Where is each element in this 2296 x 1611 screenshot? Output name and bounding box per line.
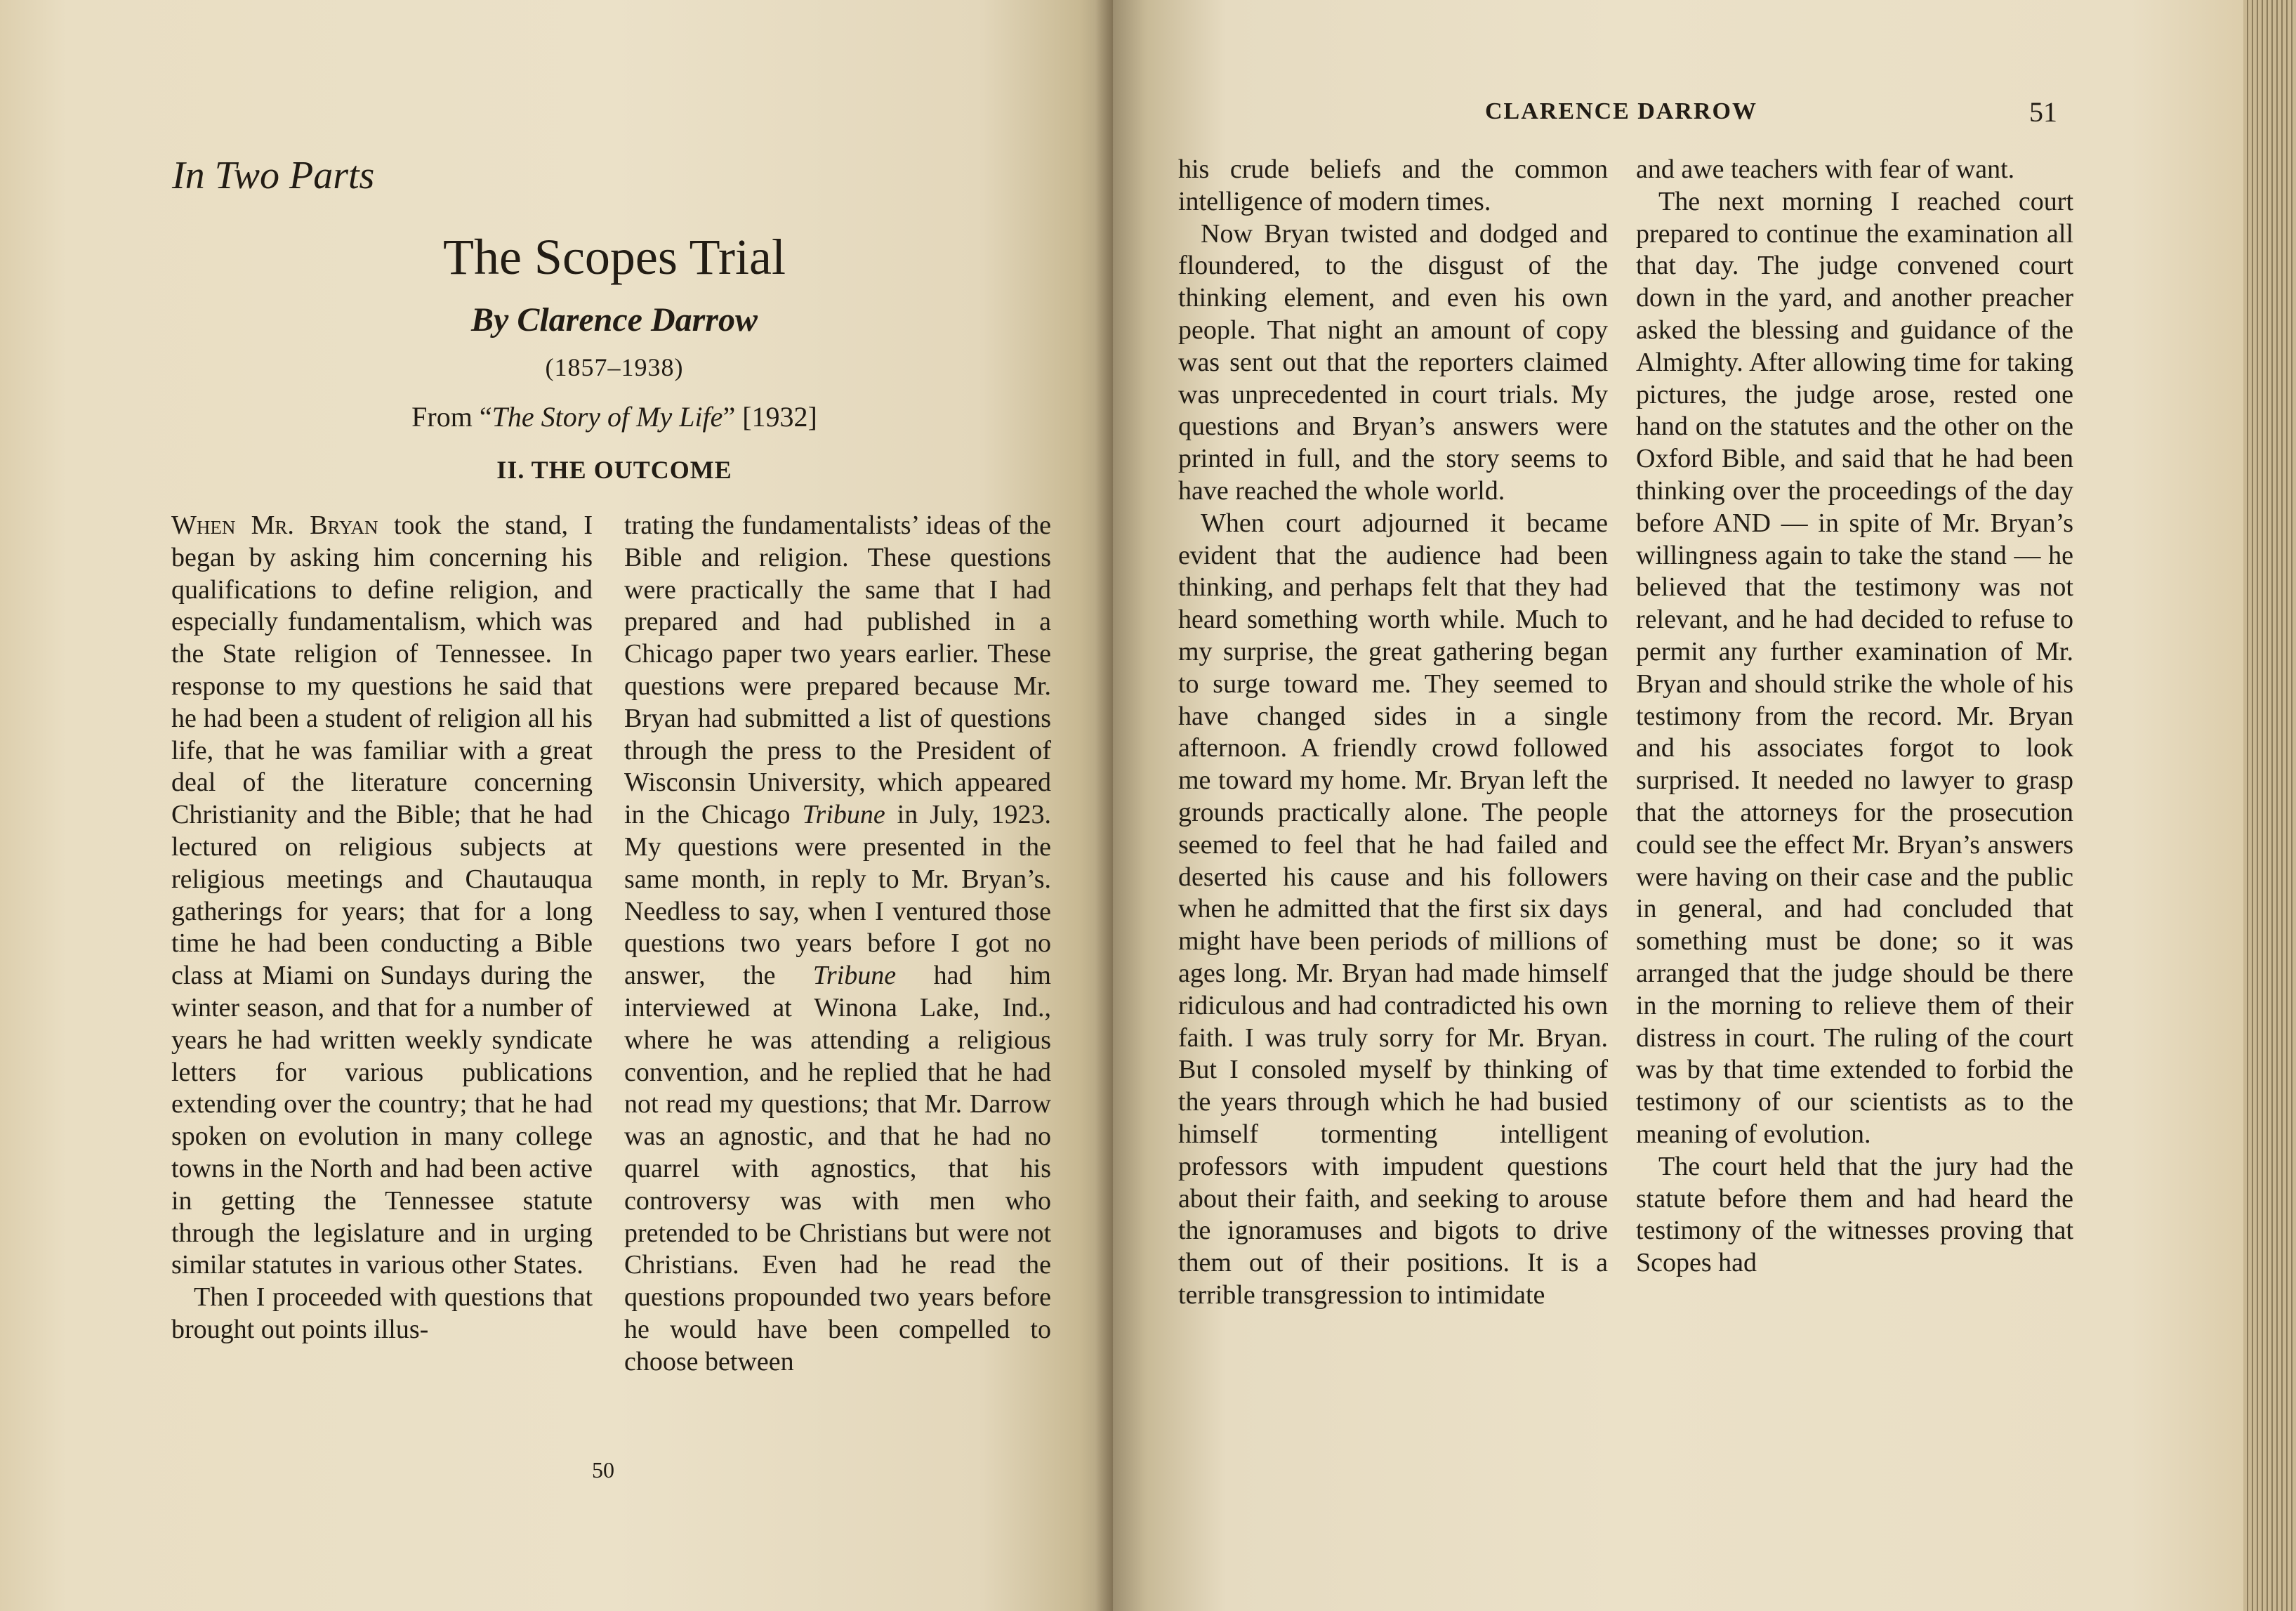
- page-number: 51: [2029, 96, 2057, 128]
- section-label: In Two Parts: [172, 154, 375, 197]
- lead-in-smallcaps: When Mr. Bryan: [171, 511, 378, 540]
- paragraph-text: in July, 1923. My questions were presented in the same month, in reply to Mr. Bryan’s. Needless to say, when I ventured those questions two years before I got no answer, the: [624, 800, 1051, 991]
- author-dates: (1857–1938): [545, 353, 684, 381]
- left-page: [0, 0, 1113, 1611]
- right-page: [1113, 0, 2243, 1611]
- paragraph-text: had him interviewed at Winona Lake, Ind., where he was attending a religious convention, and he replied that he had not read my questions; that Mr. Darrow was an agnostic, and that he had no quarrel with agnostics, that his controversy was with men who pretended to be Christians but were not Christians. Even had he read the questions propounded two years before he would have been compelled to choose between: [624, 961, 1051, 1376]
- article-title: The Scopes Trial: [442, 229, 786, 285]
- part-heading: II. THE OUTCOME: [496, 456, 732, 484]
- source-line: [0, 400, 1229, 433]
- text-column-2: [624, 510, 1051, 1379]
- paragraph: [171, 510, 593, 1282]
- paragraph: Now Bryan twisted and dodged and floundered, to the disgust of the thinking element, and even his own people. That night an amount of copy was sent out that the reporters claimed was unprecedented in court trials. My questions and Bryan’s answers were printed in full, and the story seems to have reached the whole world.: [1178, 218, 1608, 506]
- paragraph-text: trating the fundamentalists’ ideas of the Bible and religion. These questions were practically the same that I had prepared and had published in a Chicago paper two years earlier. These questions were prepared because Mr. Bryan had submitted a list of questions through the press to the President of Wisconsin University, which appeared in the Chicago: [624, 511, 1051, 830]
- author-line: By Clarence Darrow: [471, 301, 758, 338]
- page-edges: [2243, 0, 2296, 1611]
- paragraph: The next morning I reached court prepared to continue the examination all that day. The judge convened court down in the yard, and another preacher asked the blessing and guidance of the Almighty. After allowing time for taking pictures, the judge arose, rested one hand on the statutes and the other on the Oxford Bible, and said that he had been thinking over the proceedings of the day before AND — in spite of Mr. Bryan’s willingness again to take the stand — he believed that the testimony was not relevant, and he had decided to refuse to permit any further examination of Mr. Bryan and should strike the whole of his testimony from the record. Mr. Bryan and his associates forgot to look surprised. It needed no lawyer to grasp that the attorneys for the prosecution could see the effect Mr. Bryan’s answers were having on their case and the public in general, and had concluded that something must be done; so it was arranged that the judge should be there in the morning to relieve them of their distress in court. The ruling of the court was by that time extended to forbid the testimony of our scientists as to the meaning of evolution.: [1636, 186, 2073, 1149]
- paragraph-text: took the stand, I began by asking him concerning his qualifications to define religion, and especially fundamentalism, which was the State religion of Tennessee. In response to my questions he said that he had been a student of religion all his life, that he was familiar with a great deal of the literature concerning Christianity and the Bible; that he had lectured on religious subjects at religious meetings and Chautauqua gatherings for years; that for a long time he had been conducting a Bible class at Miami on Sundays during the winter season, and that for a number of years he had written weekly syndicate letters for various publications extending over the country; that he had spoken on evolution in many college towns in the North and had been active in getting the Tennessee statute through the legislature and in urging similar statutes in various other States.: [171, 511, 593, 1280]
- running-head: CLARENCE DARROW: [1485, 98, 1757, 124]
- paragraph: Then I proceeded with questions that brought out points illus-: [171, 1282, 593, 1344]
- source-suffix: ” [1932]: [723, 401, 817, 433]
- source-work: The Story of My Life: [491, 401, 723, 433]
- text-column-4: [1636, 154, 2073, 1280]
- text-column-1: [171, 510, 593, 1346]
- paragraph: his crude beliefs and the common intelligence of modern times.: [1178, 154, 1608, 216]
- newspaper-name: Tribune: [802, 800, 885, 830]
- newspaper-name: Tribune: [812, 961, 897, 991]
- source-prefix: From “: [411, 401, 492, 433]
- page-number: 50: [592, 1457, 614, 1482]
- paragraph: and awe teachers with fear of want.: [1636, 154, 2015, 184]
- text-column-3: [1178, 154, 1608, 1312]
- paragraph: [624, 510, 1051, 1379]
- paragraph: The court held that the jury had the statute before them and had heard the testimony of the witnesses proving that Scopes had: [1636, 1151, 2073, 1278]
- paragraph: When court adjourned it became evident that the audience had been thinking, and perhaps felt that they had heard something worth while. Much to my surprise, the great gathering began to surge toward me. They seemed to have changed sides in a single afternoon. A friendly crowd followed me toward my home. Mr. Bryan left the grounds practically alone. The people seemed to feel that he had failed and deserted his cause and his followers when he admitted that the first six days might have been periods of millions of ages long. Mr. Bryan had made himself ridiculous and had contradicted his own faith. I was truly sorry for Mr. Bryan. But I consoled myself by thinking of the years through which he had busied himself tormenting intelligent professors with impudent questions about their faith, and seeking to arouse the ignoramuses and bigots to drive them out of their positions. It is a terrible transgression to intimidate: [1178, 508, 1608, 1310]
